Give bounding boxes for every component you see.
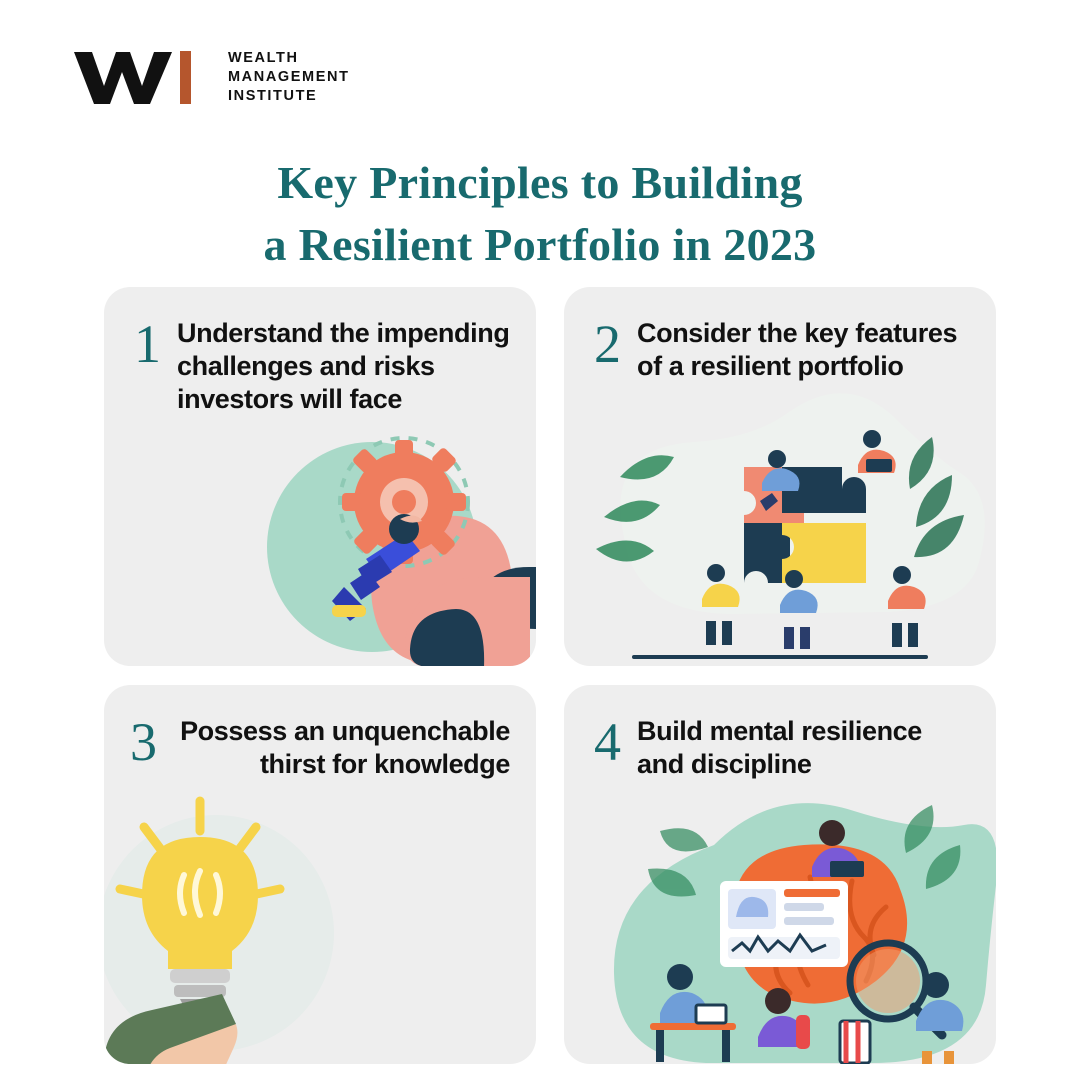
principle-card-3-number: 3 (130, 712, 157, 772)
logo-wordmark-line-1: WEALTH (228, 49, 299, 66)
logo-wordmark (228, 49, 350, 106)
principle-card-2 (564, 287, 996, 666)
principle-card-1-number: 1 (134, 314, 161, 374)
book-stack (840, 1021, 870, 1063)
person-laptop-top (812, 820, 864, 877)
wm-monogram-icon (72, 48, 202, 106)
principle-card-2-text: Consider the key features of a resilient portfolio (637, 318, 958, 381)
person-figure (332, 514, 422, 621)
principle-card-4-head (564, 685, 996, 781)
hand (104, 994, 237, 1064)
principle-card-2-number: 2 (594, 314, 621, 374)
person-desk-left (650, 964, 736, 1062)
brand-logo (72, 48, 350, 106)
principle-card-4-text: Build mental resilience and discipline (637, 716, 922, 779)
principle-card-1-head (104, 287, 536, 416)
principle-card-3 (104, 685, 536, 1064)
logo-wordmark-line-2: MANAGEMENT (228, 68, 350, 85)
principle-card-3-text: Possess an unquenchable thirst for knowledge (180, 716, 510, 779)
page-title-line-1: Key Principles to Building (277, 157, 803, 208)
page-title-line-2: a Resilient Portfolio in 2023 (263, 219, 817, 270)
logo-mark (72, 48, 202, 106)
principles-grid (104, 287, 996, 1064)
person-right (916, 972, 963, 1064)
logo-wordmark-line-3: INSTITUTE (228, 87, 318, 104)
person-center (758, 988, 810, 1049)
principle-card-4 (564, 685, 996, 1064)
principle-card-4-number: 4 (594, 712, 621, 772)
principle-card-1 (104, 287, 536, 666)
principle-card-1-text: Understand the impending challenges and risks investors will face (177, 318, 510, 414)
principle-card-2-head (564, 287, 996, 383)
principle-card-3-head (104, 685, 536, 781)
page-title (0, 152, 1080, 276)
